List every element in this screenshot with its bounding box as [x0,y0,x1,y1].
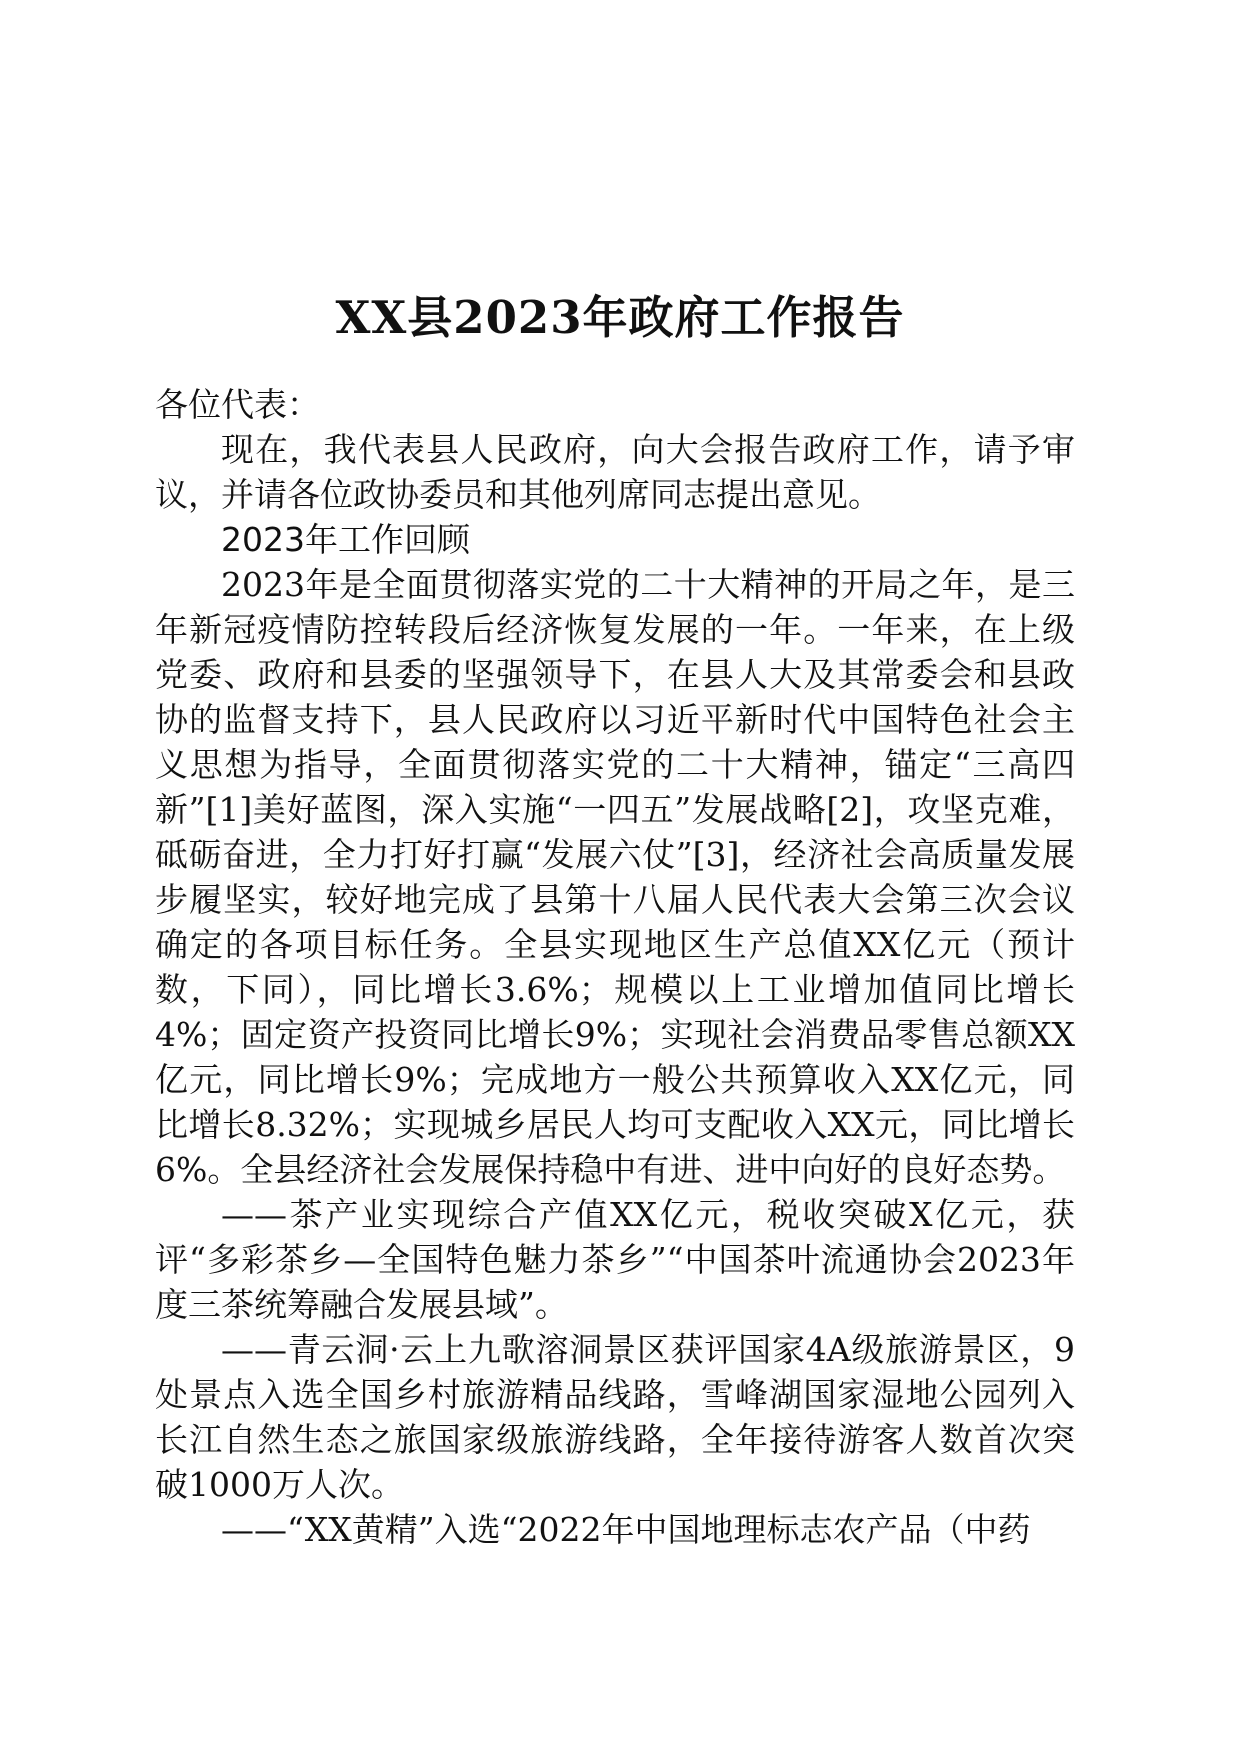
greeting: 各位代表： [155,385,320,424]
document-body [155,382,1075,1552]
tourism-paragraph: ——青云洞·云上九歌溶洞景区获评国家4A级旅游景区，9处景点入选全国乡村旅游精品线路，雪峰湖国家湿地公园列入长江自然生态之旅国家级旅游线路，全年接待游客人数首次突破1000万人次。 [155,1330,1075,1504]
intro-paragraph: 现在，我代表县人民政府，向大会报告政府工作，请予审议，并请各位政协委员和其他列席同志提出意见。 [155,430,1075,514]
huangjing-paragraph: ——“XX黄精”入选“2022年中国地理标志农产品（中药 [221,1510,1031,1549]
document-title: XX县2023年政府工作报告 [335,291,905,345]
section-heading: 2023年工作回顾 [221,520,470,559]
tea-industry-paragraph: ——茶产业实现综合产值XX亿元，税收突破X亿元，获评“多彩茶乡—全国特色魅力茶乡”“中国茶叶流通协会2023年度三茶统筹融合发展县域”。 [155,1195,1075,1324]
review-paragraph: 2023年是全面贯彻落实党的二十大精神的开局之年，是三年新冠疫情防控转段后经济恢复发展的一年。一年来，在上级党委、政府和县委的坚强领导下，在县人大及其常委会和县政协的监督支持下，县人民政府以习近平新时代中国特色社会主义思想为指导，全面贯彻落实党的二十大精神，锚定“三高四新”[1]美好蓝图，深入实施“一四五”发展战略[2]，攻坚克难，砥砺奋进，全力打好打赢“发展六仗”[3]，经济社会高质量发展步履坚实，较好地完成了县第十八届人民代表大会第三次会议确定的各项目标任务。全县实现地区生产总值XX亿元（预计数，下同），同比增长3.6%；规模以上工业增加值同比增长4%；固定资产投资同比增长9%；实现社会消费品零售总额XX亿元，同比增长9%；完成地方一般公共预算收入XX亿元，同比增长8.32%；实现城乡居民人均可支配收入XX元，同比增长6%。全县经济社会发展保持稳中有进、进中向好的良好态势。 [155,565,1075,1189]
